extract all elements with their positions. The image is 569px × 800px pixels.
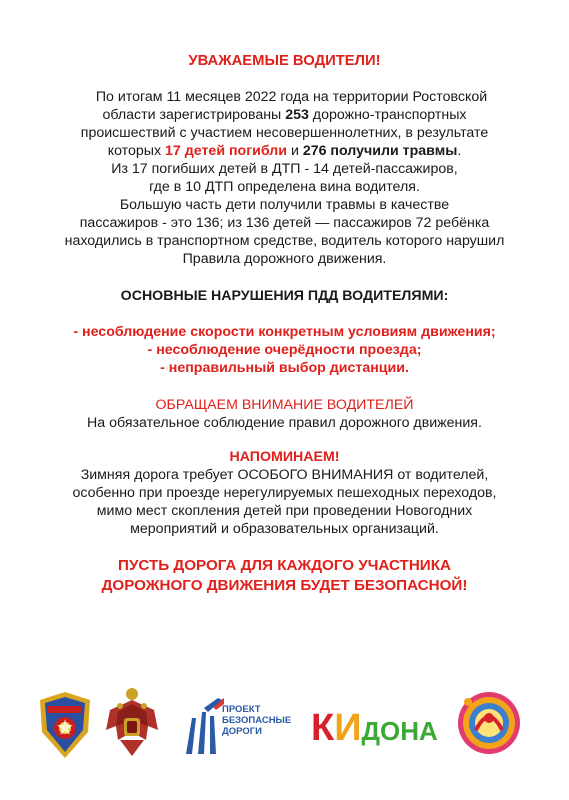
reminder-title: НАПОМИНАЕМ!: [229, 449, 340, 465]
kidona-logo: [311, 708, 441, 748]
violations-list: [20, 323, 549, 377]
stats-line: которых 17 детей погибли и 276 получили травмы.: [107, 143, 462, 159]
reminder-line: Зимняя дорога требует ОСОБОГО ВНИМАНИЯ от водителей,: [80, 467, 489, 483]
youth-emblem-logo: [456, 690, 522, 756]
safe-roads-text: ПРОЕКТ: [222, 704, 261, 715]
safe-roads-logo: [182, 698, 292, 758]
stats-line: Правила дорожного движения.: [182, 251, 387, 267]
safe-roads-text: ДОРОГИ: [222, 726, 262, 737]
stats-line: области зарегистрированы 253 дорожно-транспортных: [102, 107, 467, 123]
stats-line: пассажиров - это 136; из 136 детей — пассажиров 72 ребёнка: [79, 215, 490, 231]
killed-count: 17 детей погибли: [165, 143, 287, 159]
safe-roads-text: БЕЗОПАСНЫЕ: [222, 715, 292, 726]
kidona-letter: ДОНА: [361, 716, 438, 746]
reminder-paragraph: [20, 466, 549, 538]
closing-slogan: [20, 556, 549, 596]
stats-line: Большую часть дети получили травмы в качестве: [119, 197, 450, 213]
kidona-letter: И: [334, 707, 362, 749]
reminder-line: мимо мест скопления детей при проведении Новогодних: [96, 503, 473, 519]
stats-line: находились в транспортном средстве, водитель которого нарушил: [64, 233, 505, 249]
stats-line: происшествий с участием несовершеннолетних, в результате: [80, 125, 489, 141]
violation-item: - неправильный выбор дистанции.: [160, 360, 409, 376]
page-heading: УВАЖАЕМЫЕ ВОДИТЕЛИ!: [188, 53, 381, 69]
accident-count: 253: [285, 107, 309, 123]
stats-line: где в 10 ДТП определена вина водителя.: [149, 179, 420, 195]
kidona-letter: К: [311, 707, 335, 749]
injured-count: 276 получили травмы: [302, 143, 458, 159]
reminder-line: особенно при проезде нерегулируемых пешеходных переходов,: [72, 485, 497, 501]
coat-of-arms-logo: [104, 686, 160, 758]
closing-line: ПУСТЬ ДОРОГА ДЛЯ КАЖДОГО УЧАСТНИКА: [118, 557, 451, 574]
closing-line: ДОРОЖНОГО ДВИЖЕНИЯ БУДЕТ БЕЗОПАСНОЙ!: [101, 577, 468, 594]
attention-title: ОБРАЩАЕМ ВНИМАНИЕ ВОДИТЕЛЕЙ: [155, 397, 414, 413]
violation-item: - несоблюдение скорости конкретным условиям движения;: [73, 324, 496, 340]
violations-title: ОСНОВНЫЕ НАРУШЕНИЯ ПДД ВОДИТЕЛЯМИ:: [120, 288, 449, 304]
logos-row: [0, 682, 569, 762]
police-shield-logo: [40, 692, 90, 758]
stats-line: По итогам 11 месяцев 2022 года на территории Ростовской: [95, 89, 488, 105]
road-stripes-icon: [182, 698, 224, 754]
attention-text: На обязательное соблюдение правил дорожного движения.: [87, 415, 482, 431]
stats-paragraph: [20, 88, 549, 268]
reminder-line: мероприятий и образовательных организаций.: [130, 521, 439, 537]
violation-item: - несоблюдение очерёдности проезда;: [147, 342, 422, 358]
stats-line: Из 17 погибших детей в ДТП - 14 детей-пассажиров,: [111, 161, 458, 177]
